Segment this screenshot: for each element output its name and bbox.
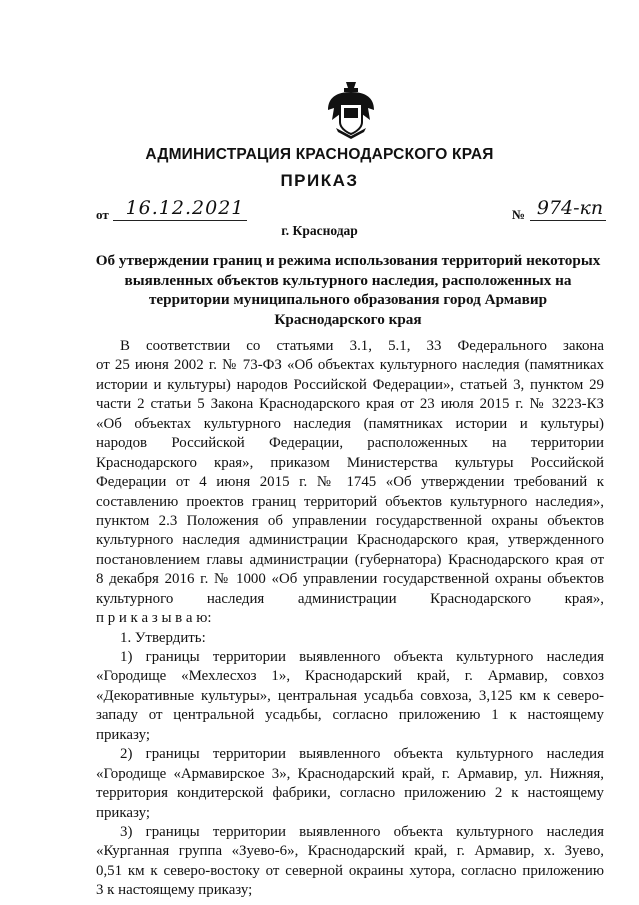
title-line: территории муниципального образования город Армавир — [148, 291, 548, 308]
body-line: приказу; — [96, 804, 150, 821]
body-line: «Об объектах культурного наследия (памятниках истории и культуры) — [96, 415, 604, 432]
agency-name: АДМИНИСТРАЦИЯ КРАСНОДАРСКОГО КРАЯ — [145, 146, 494, 163]
body-line: приказу; — [96, 726, 150, 743]
title-line: выявленных объектов культурного наследия, расположенных на — [124, 271, 572, 289]
document-title — [92, 251, 604, 329]
body-line: пунктом 2.3 Положения об управлении государственной охраны объектов — [96, 512, 604, 529]
title-line: Об утверждении границ и режима использования территорий некоторых — [95, 252, 601, 269]
date-underline — [113, 220, 247, 221]
body-line: В соответствии со статьями 3.1, 5.1, 33 Федерального закона — [120, 338, 604, 354]
body-line: культурного наследия администрации Краснодарского края», — [96, 590, 604, 607]
body-line: культурного наследия администрации Краснодарского края, утвержденного — [96, 532, 604, 549]
number-label: № — [512, 207, 526, 222]
body-line: части 2 статьи 5 Закона Краснодарского края от 23 июля 2015 г. № 3223-КЗ — [96, 396, 604, 413]
body-line: 8 декабря 2016 г. № 1000 «Об управлении государственной охраны объектов — [96, 571, 604, 588]
body-line: 3 к настоящему приказу; — [96, 882, 253, 899]
body-line: западу от центральной усадьбы, согласно приложению 1 к настоящему — [96, 707, 604, 724]
title-line: Краснодарского края — [274, 310, 422, 328]
body-line: истории и культуры) народов Российской Федерации», статьей 3, пунктом 29 — [96, 376, 604, 393]
body-line: 1. Утвердить: — [120, 629, 206, 646]
body-line: постановлением главы администрации (губернатора) Краснодарского края от — [96, 551, 604, 568]
body-line: 3) границы территории выявленного объекта культурного наследия — [120, 823, 604, 840]
body-line: «Курганная группа «Зуево-6», Краснодарский край, г. Армавир, х. Зуево, — [96, 843, 604, 860]
body-line: Краснодарского края», приказом Министерства культуры Российской — [96, 454, 604, 471]
date-value: 16.12.2021 — [125, 197, 245, 219]
city-name: г. Краснодар — [281, 223, 358, 238]
body-line: составлению проектов границ территорий объектов культурного наследия», — [96, 493, 604, 510]
body-line: от 25 июня 2002 г. № 73-ФЗ «Об объектах культурного наследия (памятниках — [96, 357, 604, 374]
document-body — [96, 337, 604, 901]
body-line: 0,51 км к северо-востоку от северной окраины хутора, согласно приложению — [96, 862, 604, 879]
coat-of-arms-emblem — [326, 80, 376, 140]
body-line: территория кондитерской фабрики, согласно приложению 2 к настоящему — [96, 785, 604, 802]
document-number: 974-кп — [536, 197, 604, 219]
body-line: 2) границы территории выявленного объекта культурного наследия — [120, 746, 604, 763]
body-line: Федерации от 4 июня 2015 г. № 1745 «Об утверждении требований к — [96, 474, 604, 491]
body-line: «Декоративные культуры», центральная усадьба совхоза, 3,125 км к северо- — [96, 687, 604, 704]
document-type: ПРИКАЗ — [280, 171, 359, 190]
date-label: от — [96, 207, 109, 222]
body-line: народов Российской Федерации, расположенных на территории — [96, 435, 604, 452]
body-line-order-word: п р и к а з ы в а ю: — [96, 610, 212, 627]
body-line: «Городище «Армавирское 3», Краснодарский край, г. Армавир, ул. Нижняя, — [96, 765, 604, 782]
body-line: «Городище «Мехлесхоз 1», Краснодарский край, г. Армавир, совхоз — [96, 668, 604, 685]
body-line: 1) границы территории выявленного объекта культурного наследия — [120, 649, 604, 665]
number-underline — [530, 220, 606, 221]
